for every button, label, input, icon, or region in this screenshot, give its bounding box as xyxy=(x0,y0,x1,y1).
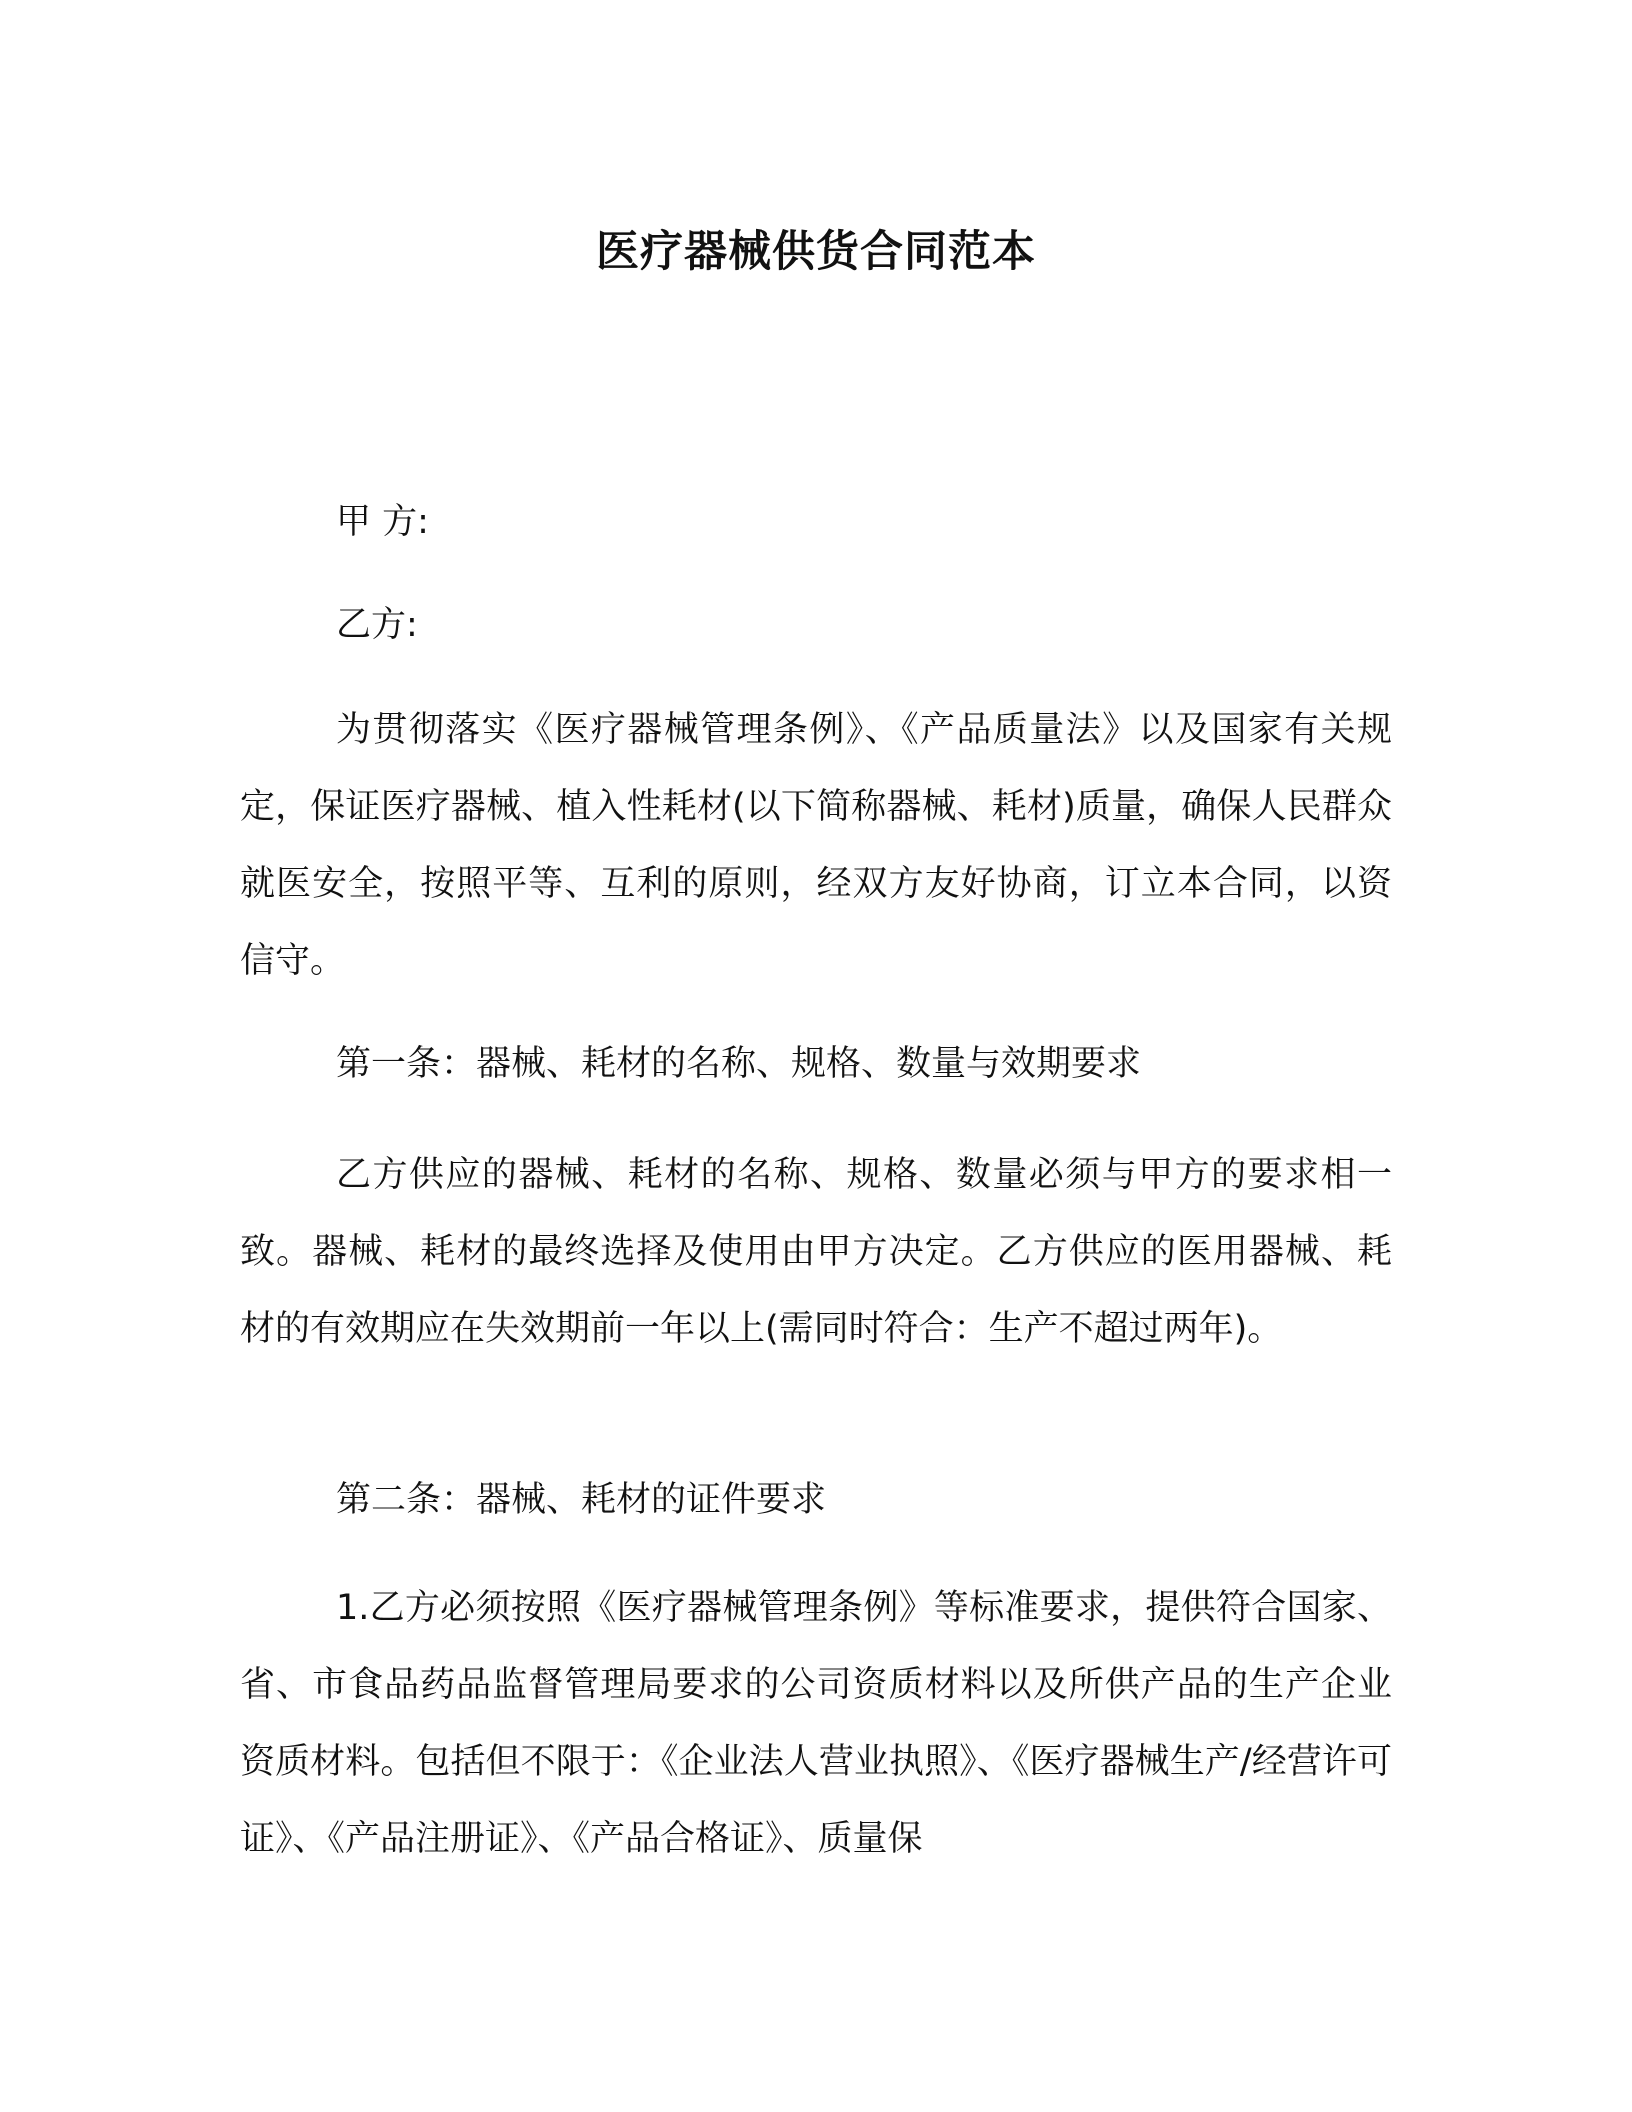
intro-paragraph: 为贯彻落实《医疗器械管理条例》、《产品质量法》以及国家有关规定，保证医疗器械、植入性耗材(以下简称器械、耗材)质量，确保人民群众就医安全，按照平等、互利的原则，经双方友好协商，订立本合同，以资信守。 xyxy=(240,710,1392,981)
party-a-label: 甲 方: xyxy=(336,502,429,542)
clause-2-title: 第二条：器械、耗材的证件要求 xyxy=(336,1480,827,1520)
clause-1-paragraph: 乙方供应的器械、耗材的名称、规格、数量必须与甲方的要求相一致。器械、耗材的最终选择及使用由甲方决定。乙方供应的医用器械、耗材的有效期应在失效期前一年以上(需同时符合：生产不超过两年)。 xyxy=(240,1155,1392,1349)
clause-1-title: 第一条：器械、耗材的名称、规格、数量与效期要求 xyxy=(336,1044,1142,1084)
party-b-label: 乙方: xyxy=(336,605,418,645)
clause-2-paragraph: 1.乙方必须按照《医疗器械管理条例》等标准要求，提供符合国家、省、市食品药品监督管理局要求的公司资质材料以及所供产品的生产企业资质材料。包括但不限于：《企业法人营业执照》、《医疗器械生产/经营许可证》、《产品注册证》、《产品合格证》、质量保 xyxy=(240,1588,1392,1859)
document-title: 医疗器械供货合同范本 xyxy=(596,227,1036,277)
